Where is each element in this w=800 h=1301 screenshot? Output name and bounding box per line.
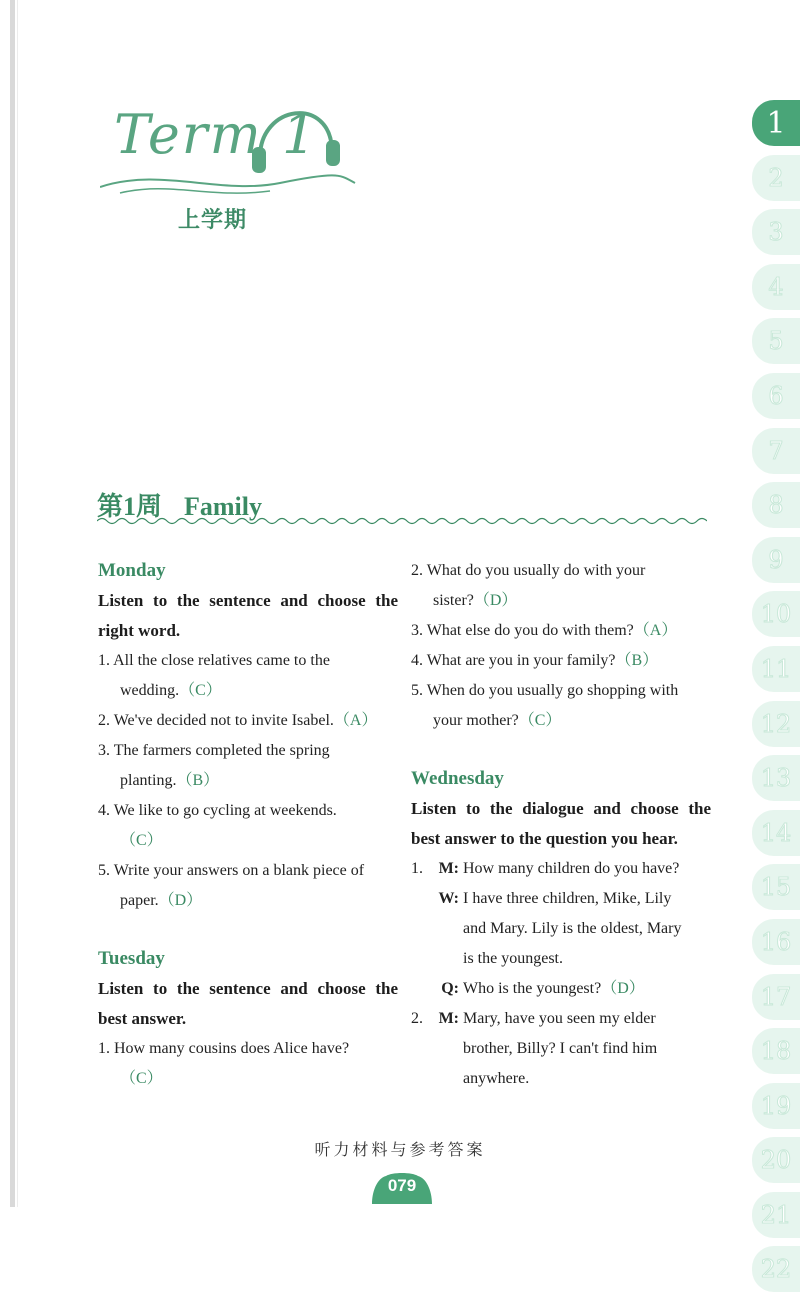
item-line: 5. When do you usually go shopping with	[411, 682, 679, 699]
tuesday-instruction: Listen to the sentence and choose the best answer.	[98, 979, 398, 1028]
tab-19[interactable]: 19	[752, 1083, 800, 1129]
list-item	[98, 1034, 398, 1094]
answer: （A）	[333, 712, 378, 729]
answer: （C）	[518, 712, 562, 729]
item-line: 1. How many cousins does Alice have?	[98, 1040, 350, 1057]
item-line: 1. All the close relatives came to the	[98, 652, 330, 669]
item-line: paper.（D）	[120, 892, 203, 909]
tab-8[interactable]: 8	[752, 482, 800, 528]
answer: （A）	[633, 622, 678, 639]
term-title: Term 1	[114, 103, 319, 166]
item-line: 4. We like to go cycling at weekends.	[98, 802, 337, 819]
left-column	[98, 556, 398, 1094]
item-line: 3. What else do you do with them?（A）	[411, 622, 678, 639]
tab-20[interactable]: 20	[752, 1137, 800, 1183]
tab-16[interactable]: 16	[752, 919, 800, 965]
tab-2[interactable]: 2	[752, 155, 800, 201]
item-line: 2. What do you usually do with your	[411, 562, 646, 579]
monday-heading: Monday	[98, 560, 166, 581]
dialogue-line: W: I have three children, Mike, Lily	[438, 890, 672, 907]
tab-11[interactable]: 11	[752, 646, 800, 692]
dialogue-line: anywhere.	[463, 1070, 530, 1087]
wednesday-heading: Wednesday	[411, 768, 504, 789]
tab-22[interactable]: 22	[752, 1246, 800, 1292]
right-column	[411, 556, 711, 1094]
tab-18[interactable]: 18	[752, 1028, 800, 1074]
answer: （D）	[473, 592, 518, 609]
week-title-en: Family	[184, 492, 263, 521]
item-line: your mother?（C）	[433, 712, 562, 729]
dialogue-line: 2. M: Mary, have you seen my elder	[411, 1010, 656, 1027]
tab-1[interactable]: 1	[752, 100, 800, 146]
item-line: planting.（B）	[120, 772, 220, 789]
dialogue-line: Q: Who is the youngest?（D）	[441, 980, 645, 997]
term-subtitle: 上学期	[178, 208, 248, 233]
tab-17[interactable]: 17	[752, 974, 800, 1020]
item-line: 5. Write your answers on a blank piece of	[98, 862, 365, 879]
list-item	[411, 556, 711, 616]
list-item	[98, 646, 398, 706]
tab-13[interactable]: 13	[752, 755, 800, 801]
dialogue-line: 1. M: How many children do you have?	[411, 860, 680, 877]
item-line	[98, 826, 398, 856]
week-tabs	[752, 100, 800, 1301]
week-title-cn: 第1周	[97, 492, 163, 521]
item-line: 2. We've decided not to invite Isabel.（A）	[98, 712, 378, 729]
tab-12[interactable]: 12	[752, 701, 800, 747]
tab-9[interactable]: 9	[752, 537, 800, 583]
dialogue-line: is the youngest.	[463, 950, 563, 967]
list-item	[98, 706, 398, 736]
monday-instruction: Listen to the sentence and choose the right word.	[98, 591, 398, 640]
book-spine	[10, 0, 15, 1207]
dialogue-line: brother, Billy? I can't find him	[463, 1040, 658, 1057]
answer: （C）	[179, 682, 222, 699]
item-line: 4. What are you in your family?（B）	[411, 652, 659, 669]
term-logo	[100, 95, 360, 233]
list-item	[98, 736, 398, 796]
item-line: wedding.（C）	[120, 682, 222, 699]
answer: （C）	[120, 832, 163, 849]
page-number: 079	[387, 1176, 417, 1195]
answer: （C）	[120, 1070, 163, 1087]
list-item	[411, 646, 711, 676]
tuesday-heading: Tuesday	[98, 948, 165, 969]
wednesday-instruction: Listen to the dialogue and choose the best answer to the question you hear.	[411, 799, 711, 848]
wavy-divider	[97, 516, 707, 526]
item-line: 3. The farmers completed the spring	[98, 742, 330, 759]
list-item	[98, 856, 398, 916]
list-item	[98, 796, 398, 856]
tab-10[interactable]: 10	[752, 591, 800, 637]
answer: （B）	[615, 652, 659, 669]
tab-3[interactable]: 3	[752, 209, 800, 255]
tab-14[interactable]: 14	[752, 810, 800, 856]
answer: （D）	[601, 980, 645, 997]
answer: （D）	[158, 892, 203, 909]
item-line: sister?（D）	[433, 592, 518, 609]
list-item	[411, 676, 711, 736]
tab-6[interactable]: 6	[752, 373, 800, 419]
tab-5[interactable]: 5	[752, 318, 800, 364]
book-spine-line	[17, 0, 18, 1207]
footer-caption: 听力材料与参考答案	[314, 1140, 486, 1159]
item-line	[98, 1064, 398, 1094]
tab-15[interactable]: 15	[752, 864, 800, 910]
tab-21[interactable]: 21	[752, 1192, 800, 1238]
dialogue-line: and Mary. Lily is the oldest, Mary	[463, 920, 682, 937]
list-item	[411, 616, 711, 646]
tab-7[interactable]: 7	[752, 428, 800, 474]
answer: （B）	[176, 772, 220, 789]
tab-4[interactable]: 4	[752, 264, 800, 310]
